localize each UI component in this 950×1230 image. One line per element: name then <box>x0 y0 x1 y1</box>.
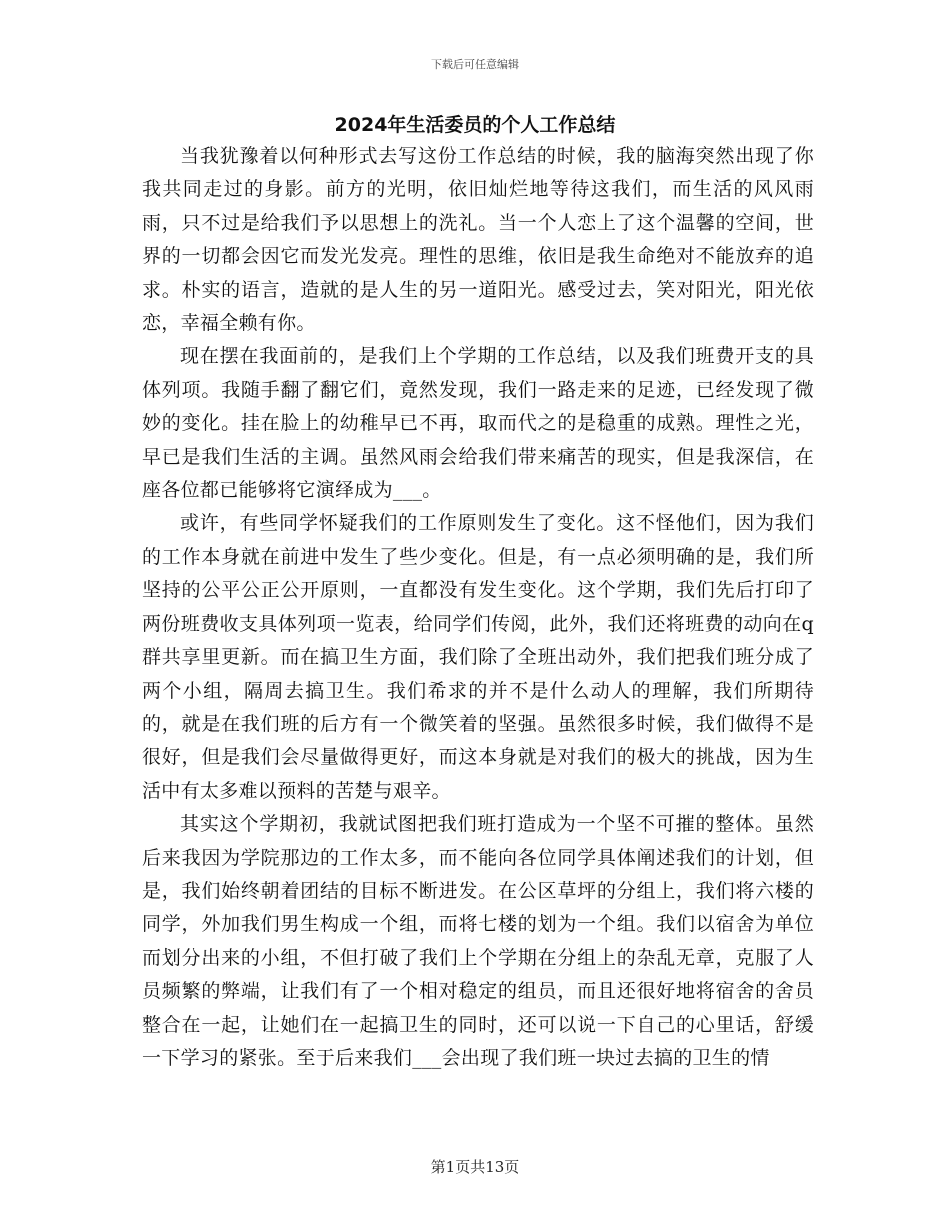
paragraph-1: 当我犹豫着以何种形式去写这份工作总结的时候，我的脑海突然出现了你我共同走过的身影。前方的光明，依旧灿烂地等待这我们，而生活的风风雨雨，只不过是给我们予以思想上的洗礼。当一个人恋上了这个温馨的空间，世界的一切都会因它而发光发亮。理性的思维，依旧是我生命绝对不能放弃的追求。朴实的语言，造就的是人生的另一道阳光。感受过去，笑对阳光，阳光依恋，幸福全赖有你。 <box>142 145 814 335</box>
document-title: 2024年生活委员的个人工作总结 <box>334 114 616 136</box>
page-number: 第1页共13页 <box>430 1158 520 1176</box>
paragraph-4: 其实这个学期初，我就试图把我们班打造成为一个坚不可摧的整体。虽然后来我因为学院那边的工作太多，而不能向各位同学具体阐述我们的计划，但是，我们始终朝着团结的目标不断进发。在公区草坪的分组上，我们将六楼的同学，外加我们男生构成一个组，而将七楼的划为一个组。我们以宿舍为单位而划分出来的小组，不但打破了我们上个学期在分组上的杂乱无章，克服了人员频繁的弊端，让我们有了一个相对稳定的组员，而且还很好地将宿舍的舍员整合在一起，让她们在一起搞卫生的同时，还可以说一下自己的心里话，舒缓一下学习的紧张。至于后来我们___会出现了我们班一块过去搞的卫生的情 <box>142 813 814 1069</box>
document-body <box>142 140 814 1075</box>
paragraph-3: 或许，有些同学怀疑我们的工作原则发生了变化。这不怪他们，因为我们的工作本身就在前进中发生了些少变化。但是，有一点必须明确的是，我们所坚持的公平公正公开原则，一直都没有发生变化。这个学期，我们先后打印了两份班费收支具体列项一览表，给同学们传阅，此外，我们还将班费的动向在q群共享里更新。而在搞卫生方面，我们除了全班出动外，我们把我们班分成了两个小组，隔周去搞卫生。我们希求的并不是什么动人的理解，我们所期待的，就是在我们班的后方有一个微笑着的坚强。虽然很多时候，我们做得不是很好，但是我们会尽量做得更好，而这本身就是对我们的极大的挑战，因为生活中有太多难以预料的苦楚与艰辛。 <box>142 512 814 802</box>
header-note: 下载后可任意编辑 <box>431 58 519 71</box>
paragraph-2: 现在摆在我面前的，是我们上个学期的工作总结，以及我们班费开支的具体列项。我随手翻了翻它们，竟然发现，我们一路走来的足迹，已经发现了微妙的变化。挂在脸上的幼稚早已不再，取而代之的是稳重的成熟。理性之光，早已是我们生活的主调。虽然风雨会给我们带来痛苦的现实，但是我深信，在座各位都已能够将它演绎成为___。 <box>142 345 814 502</box>
